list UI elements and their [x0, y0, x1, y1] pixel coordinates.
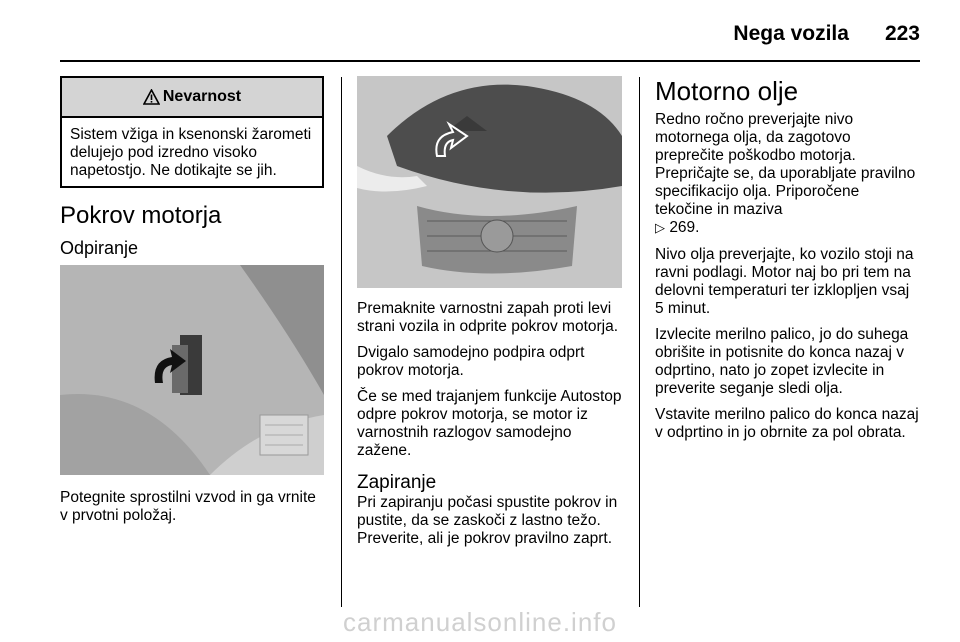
header-rule — [60, 60, 920, 62]
page-reference-icon: ▷ — [655, 221, 665, 236]
warning-icon — [143, 89, 160, 105]
warning-box — [60, 76, 324, 188]
engine-oil-title: Motorno olje — [655, 76, 799, 106]
paragraph-closing: Pri zapiranju počasi spustite pokrov in pustite, da se zaskoči z lastno težo. Preverite, ali je pokrov pravilno zaprt. — [357, 494, 618, 547]
page-header — [733, 14, 920, 54]
column-1 — [60, 76, 324, 533]
paragraph-lift: Dvigalo samodejno podpira odprt pokrov motorja. — [357, 344, 585, 379]
subheading-closing: Zapiranje — [357, 472, 437, 493]
release-lever-caption: Potegnite sprostilni vzvod in ga vrnite v prvotni položaj. — [60, 489, 316, 524]
watermark: carmanualsonline.info — [343, 607, 617, 637]
column-3 — [655, 76, 921, 450]
paragraph-latch: Premaknite varnostni zapah proti levi strani vozila in odprite pokrov motorja. — [357, 300, 619, 335]
paragraph-dipstick: Izvlecite merilno palico, jo do suhega obrišite in potisnite do konca nazaj v odprtino, nato jo zopet izvlecite in preverite seganje sledi olja. — [655, 326, 909, 397]
section-title: Nega vozila — [733, 22, 849, 45]
column-divider-2 — [639, 77, 640, 607]
paragraph-autostop: Če se med trajanjem funkcije Autostop odpre pokrov motorja, se motor iz varnostnih razlogov samodejno zažene. — [357, 388, 622, 459]
paragraph-level-check: Nivo olja preverjajte, ko vozilo stoji na ravni podlagi. Motor naj bo pri tem na delovni temperaturi ter izklopljen vsaj 5 minut. — [655, 246, 914, 317]
column-divider-1 — [341, 77, 342, 607]
warning-title: Nevarnost — [162, 88, 242, 105]
paragraph-check-text: Redno ročno preverjajte nivo motornega olja, da zagotovo preprečite poškodbo motorja. Prepričajte se, da uporabljate pravilno specifikacijo olja. Priporočene tekočine in maziva — [655, 111, 916, 218]
page-reference: 269. — [669, 219, 700, 236]
release-lever-image — [60, 265, 324, 475]
paragraph-insert: Vstavite merilno palico do konca nazaj v odprtino in jo obrnite za pol obrata. — [655, 406, 919, 441]
warning-text: Sistem vžiga in ksenonski žarometi delujejo pod izredno visoko napetostjo. Ne dotikajte se jih. — [70, 126, 312, 179]
warning-header — [62, 78, 322, 118]
subheading-opening: Odpiranje — [60, 238, 139, 258]
paragraph-check-regularly — [655, 111, 921, 238]
section-heading: Pokrov motorja — [60, 202, 222, 229]
hood-latch-image — [357, 76, 622, 288]
column-2 — [357, 76, 622, 556]
page-number: 223 — [884, 22, 920, 45]
